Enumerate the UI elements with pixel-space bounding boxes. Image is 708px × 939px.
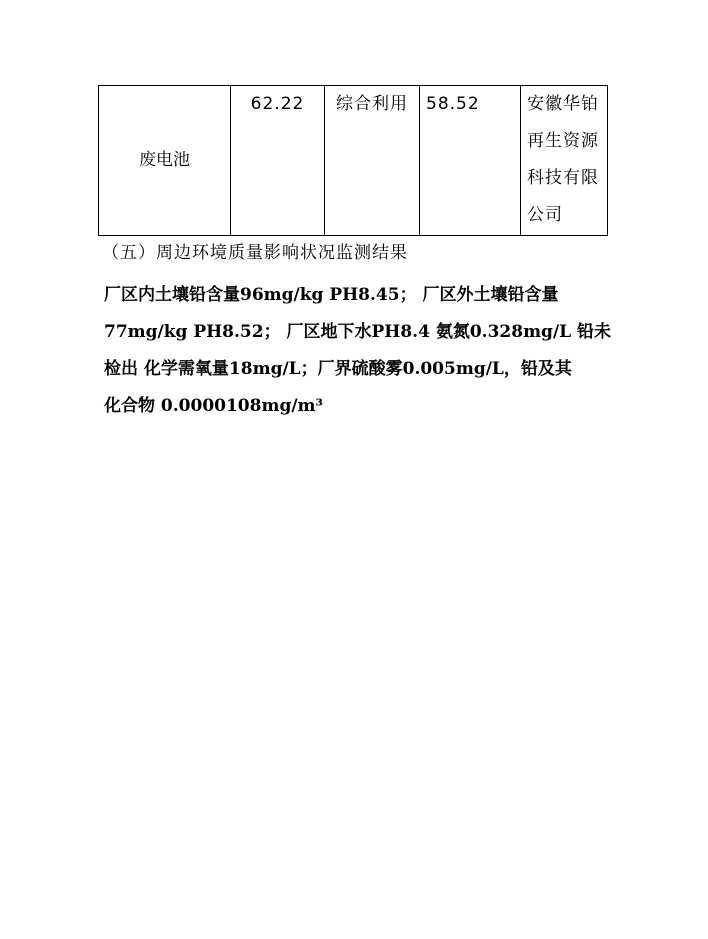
monitoring-results-paragraph: [104, 277, 612, 425]
results-line: 化合物 0.0000108mg/m³: [104, 396, 323, 416]
table-row: [99, 86, 608, 236]
results-line: 77mg/kg PH8.52； 厂区地下水PH8.4 氨氮0.328mg/L 铅未: [104, 322, 612, 342]
waste-disposal-table: [98, 85, 608, 236]
results-line: 厂区内土壤铅含量96mg/kg PH8.45； 厂区外土壤铅含量: [104, 285, 559, 305]
section-heading: （五）周边环境质量影响状况监测结果: [102, 243, 408, 263]
quantity-cell: 62.22: [231, 86, 325, 236]
waste-name-cell: 废电池: [99, 86, 231, 236]
quantity-disposed-cell: 58.52: [420, 86, 521, 236]
disposal-method-cell: 综合利用: [325, 86, 420, 236]
receiving-company-cell: 安徽华铂再生资源科技有限公司: [521, 86, 608, 236]
results-line: 检出 化学需氧量18mg/L；厂界硫酸雾0.005mg/L，铅及其: [104, 359, 572, 379]
